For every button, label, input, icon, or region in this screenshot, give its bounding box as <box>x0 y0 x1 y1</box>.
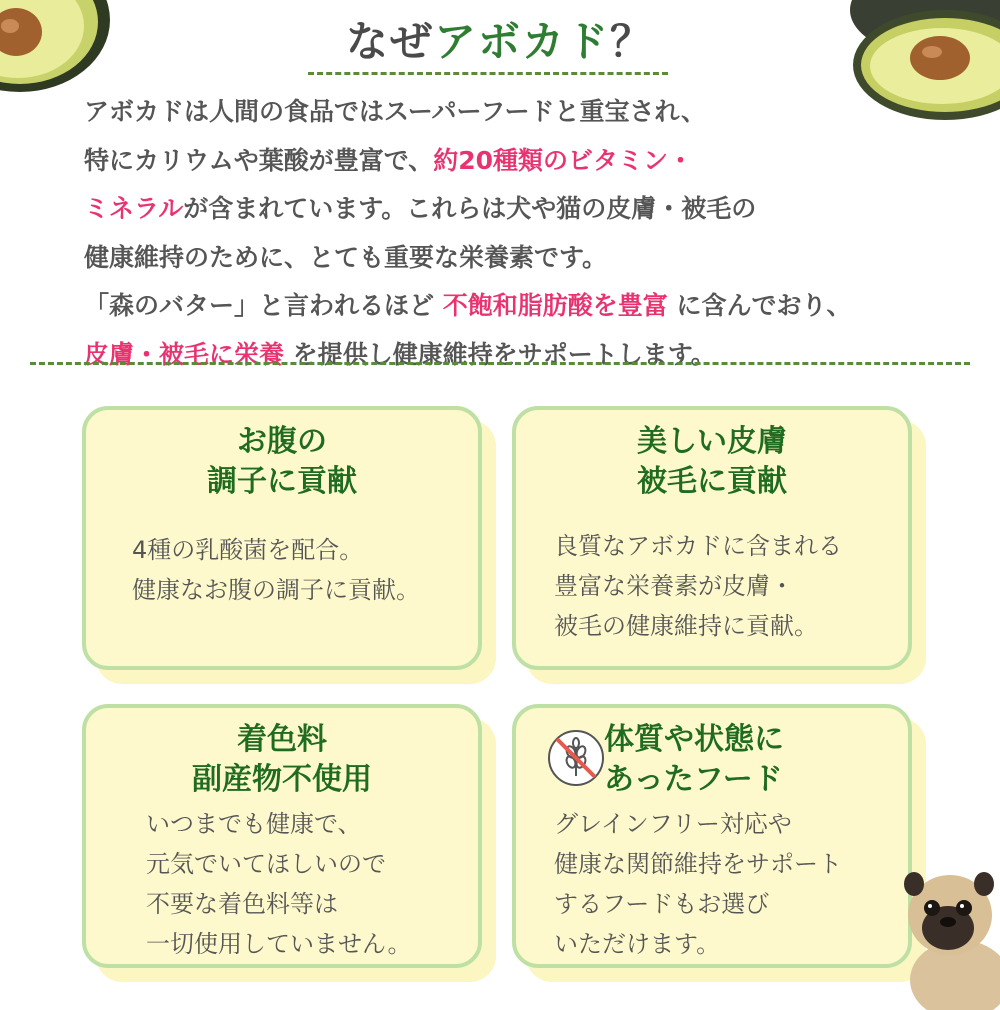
card-title <box>86 720 478 800</box>
card-body-line: いただけます。 <box>554 930 721 958</box>
feature-card-skin-coat <box>512 406 912 670</box>
feature-card-no-additives <box>82 704 482 968</box>
card-body <box>554 804 842 964</box>
intro-text: に含んでおり、 <box>667 291 852 320</box>
intro-text: 健康維持のために、とても重要な栄養素です。 <box>84 242 608 272</box>
intro-text: 「森のバター」と言われるほど <box>84 291 443 320</box>
card-body-line: 一切使用していません。 <box>146 930 412 958</box>
intro-text: が含まれています。これらは犬や猫の皮膚・被毛の <box>183 194 757 223</box>
intro-line <box>84 88 984 137</box>
card-body-line: いつまでも健康で、 <box>146 810 362 838</box>
card-body <box>132 530 420 610</box>
card-body-line: 元気でいてほしいので <box>146 850 386 878</box>
card-title-line: 着色料 <box>237 722 327 757</box>
title-accent: アボカド <box>433 17 610 66</box>
heading-divider <box>308 72 668 75</box>
page-title <box>346 14 654 70</box>
card-title-line: 体質や状態に <box>604 722 784 757</box>
section-divider <box>30 362 970 365</box>
intro-highlight: 約20種類のビタミン・ <box>433 145 694 175</box>
intro-text: アボカドは人間の食品ではスーパーフードと重宝され、 <box>84 97 707 126</box>
card-title-line: 被毛に貢献 <box>637 464 787 499</box>
card-title-line: 調子に貢献 <box>207 464 357 499</box>
card-body-line: 4種の乳酸菌を配合。 <box>132 536 364 564</box>
intro-highlight: ミネラル <box>84 194 184 223</box>
intro-line <box>84 234 984 283</box>
card-body-line: 健康な関節維持をサポート <box>554 850 842 878</box>
feature-card-gut-health <box>82 406 482 670</box>
card-title <box>516 422 908 502</box>
intro-line <box>84 185 984 234</box>
heading-container <box>0 14 1000 70</box>
card-body-line: 被毛の健康維持に貢献。 <box>554 612 818 640</box>
card-body <box>146 804 411 964</box>
intro-highlight: 不飽和脂肪酸を豊富 <box>442 291 668 320</box>
intro-highlight: 皮膚・被毛に栄養 <box>84 339 285 369</box>
card-body-line: グレインフリー対応や <box>554 810 792 838</box>
card-title <box>586 720 908 800</box>
title-prefix: なぜ <box>345 17 434 66</box>
title-suffix: ？ <box>610 17 655 66</box>
card-body-line: するフードもお選び <box>554 890 770 918</box>
card-title-line: お腹の <box>237 424 327 459</box>
card-title-line: あったフード <box>604 762 783 797</box>
feature-card-tailored-food <box>512 704 912 968</box>
card-title <box>86 422 478 502</box>
intro-line <box>84 282 984 331</box>
intro-paragraph <box>84 88 984 379</box>
intro-line <box>84 331 984 380</box>
card-body-line: 豊富な栄養素が皮膚・ <box>554 572 794 600</box>
card-body-line: 不要な着色料等は <box>146 890 338 918</box>
card-body <box>554 526 842 646</box>
pug-dog-image <box>900 860 1000 1010</box>
card-body-line: 良質なアボカドに含まれる <box>554 532 842 560</box>
intro-text: 特にカリウムや葉酸が豊富で、 <box>84 145 434 175</box>
card-title-line: 美しい皮膚 <box>637 424 787 459</box>
intro-text: を提供し健康維持をサポートします。 <box>284 339 716 369</box>
card-title-line: 副産物不使用 <box>192 762 372 797</box>
card-body-line: 健康なお腹の調子に貢献。 <box>132 576 420 604</box>
intro-line <box>84 137 984 186</box>
